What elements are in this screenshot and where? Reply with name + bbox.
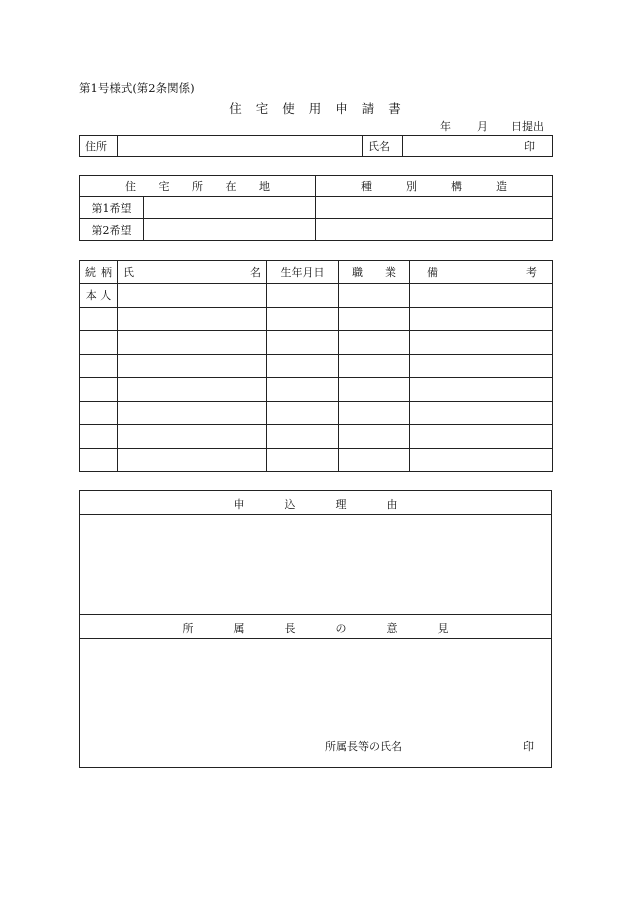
title-char: 書 [388,101,401,116]
relation-cell[interactable] [80,307,118,331]
reason-header [80,496,551,512]
address-field[interactable] [118,136,363,157]
header-char: 続 [85,266,96,279]
housing-table [79,175,553,241]
remarks-cell[interactable] [410,307,553,331]
header-char: 所 [182,622,194,635]
table-row [80,448,553,472]
divider [80,614,551,615]
header-char: の [335,622,347,635]
address-label: 住所 [80,136,118,157]
title-char: 申 [335,101,348,116]
header-char: 名 [250,266,261,279]
remarks-cell[interactable] [410,284,553,308]
relation-cell[interactable] [80,448,118,472]
birthdate-cell[interactable] [267,307,339,331]
table-row [80,284,553,308]
header-char: 宅 [158,180,170,193]
location-header [80,176,316,197]
name-cell[interactable] [118,354,267,378]
choice-2-type-field[interactable] [316,219,553,241]
table-row [80,331,553,355]
header-char: 在 [225,180,237,193]
name-cell[interactable] [118,401,267,425]
header-char: 属 [233,622,245,635]
birthdate-cell[interactable] [267,284,339,308]
occupation-header [339,261,410,284]
choice-2-location-field[interactable] [144,219,316,241]
remarks-cell[interactable] [410,331,553,355]
occupation-cell[interactable] [339,284,410,308]
supervisor-opinion-header [80,620,551,636]
occupation-cell[interactable] [339,378,410,402]
name-cell[interactable] [118,378,267,402]
title-char: 宅 [255,101,269,116]
table-row [80,378,553,402]
occupation-cell[interactable] [339,401,410,425]
header-char: 柄 [101,266,112,279]
type-structure-header [316,176,553,197]
title-char: 住 [229,101,242,116]
relation-self: 本 人 [80,284,118,308]
name-label: 氏名 [363,136,403,157]
title-char: 使 [282,101,295,116]
occupation-cell[interactable] [339,448,410,472]
choice-2-label: 第2希望 [80,219,144,241]
form-caption: 第1号様式(第2条関係) [79,81,195,95]
title-char: 請 [361,101,375,116]
name-cell[interactable] [118,331,267,355]
header-char: 見 [437,622,449,635]
relation-cell[interactable] [80,401,118,425]
header-char: 由 [386,498,398,511]
supervisor-seal-mark: 印 [523,740,534,753]
birthdate-cell[interactable] [267,331,339,355]
reason-opinion-box [79,490,552,768]
header-char: 構 [451,180,462,193]
name-field[interactable] [403,136,553,157]
remarks-cell[interactable] [410,378,553,402]
birthdate-cell[interactable] [267,378,339,402]
header-char: 種 [361,180,372,193]
choice-1-location-field[interactable] [144,197,316,219]
header-char: 所 [192,180,203,193]
occupation-cell[interactable] [339,354,410,378]
family-table [79,260,553,472]
header-char: 込 [284,498,296,511]
remarks-cell[interactable] [410,354,553,378]
occupation-cell[interactable] [339,425,410,449]
birthdate-cell[interactable] [267,425,339,449]
seal-mark: 印 [524,140,535,153]
birthdate-cell[interactable] [267,401,339,425]
relation-cell[interactable] [80,425,118,449]
name-cell[interactable] [118,425,267,449]
choice-1-label: 第1希望 [80,197,144,219]
header-char: 考 [526,266,537,279]
relation-cell[interactable] [80,331,118,355]
birthdate-cell[interactable] [267,354,339,378]
table-row [80,307,553,331]
header-char: 意 [386,622,398,635]
reason-field[interactable] [80,515,551,614]
remarks-cell[interactable] [410,425,553,449]
title-char: 用 [308,101,322,116]
name-cell[interactable] [118,448,267,472]
table-row [80,401,553,425]
occupation-cell[interactable] [339,331,410,355]
remarks-cell[interactable] [410,448,553,472]
header-char: 業 [385,266,396,279]
relation-header [80,261,118,284]
birthdate-cell[interactable] [267,448,339,472]
header-char: 地 [259,180,270,193]
date-year-label: 年 [440,120,451,133]
header-char: 職 [352,266,363,279]
header-char: 氏 [123,266,134,279]
relation-cell[interactable] [80,354,118,378]
header-char: 住 [125,180,136,193]
header-char: 申 [233,498,245,511]
applicant-table [79,135,553,157]
header-char: 備 [427,266,438,279]
name-cell[interactable] [118,284,267,308]
header-char: 別 [406,180,417,193]
page-title [0,99,630,117]
header-char: 長 [284,622,296,635]
remarks-cell[interactable] [410,401,553,425]
date-month-label: 月 [477,120,488,133]
header-char: 理 [335,498,347,511]
name-cell[interactable] [118,307,267,331]
choice-1-type-field[interactable] [316,197,553,219]
supervisor-opinion-field[interactable] [80,639,551,729]
date-submitted-label: 日提出 [511,120,544,133]
supervisor-name-label: 所属長等の氏名 [325,740,402,753]
remarks-header [410,261,553,284]
table-row [80,354,553,378]
table-row [80,425,553,449]
occupation-cell[interactable] [339,307,410,331]
header-char: 造 [496,180,507,193]
relation-cell[interactable] [80,378,118,402]
birthdate-header: 生年月日 [267,261,339,284]
name-header [118,261,267,284]
